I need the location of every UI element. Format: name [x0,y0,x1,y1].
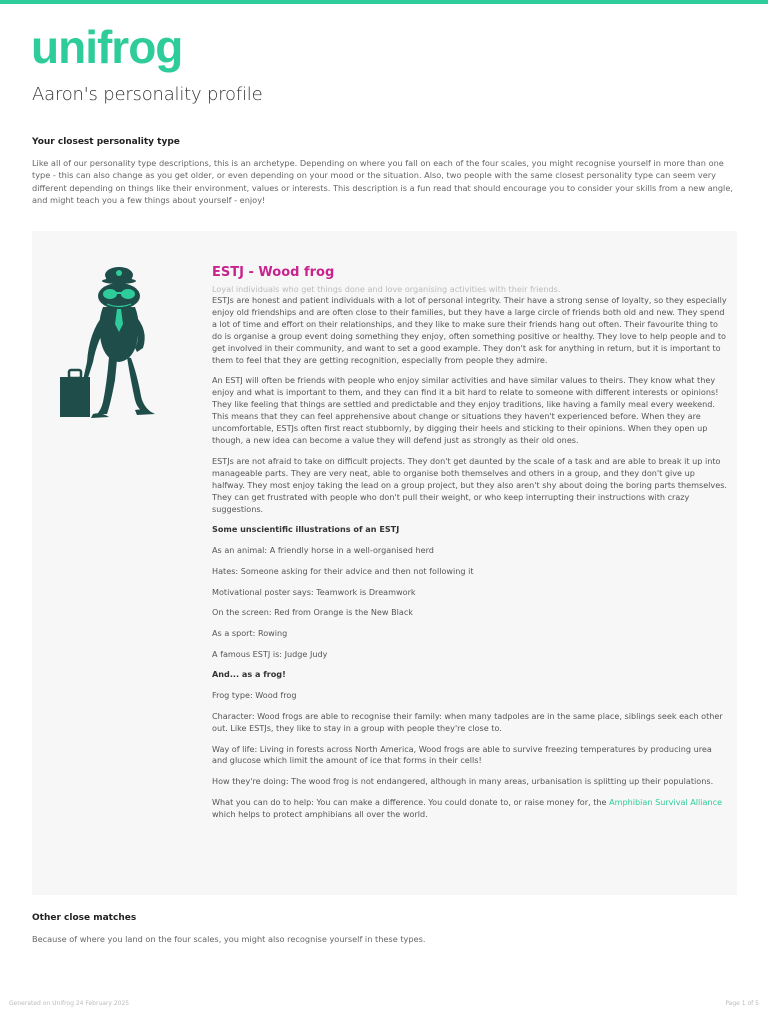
frog-heading: And... as a frog! [212,669,286,680]
footer-generated: Generated on Unifrog 24 February 2025 [9,1000,130,1007]
unifrog-logo[interactable]: unifrog [31,21,183,73]
help-prefix: What you can do to help: You can make a difference. You could donate to, or raise money for, the [212,797,610,808]
type-paragraph: ESTJs are honest and patient individuals with a lot of personal integrity. Their have a strong sense of loyalty, so they especially enjoy old friendships and are often close to their families, but they have a large circle of friends both old and new. They spend a lot of time and effort on their relationships, and they like to make sure their friends hang out often. Their favourite thing to do is organise a group event doing something they enjoy, often something positive or healthy. They love to help people and to get involved in their community, and want to set a good example. They don't ask for anything in return, but it is important to them to feel that they are getting recognition, especially from people they admire. [212,295,727,365]
type-paragraph: An ESTJ will often be friends with people who enjoy similar activities and have similar values to theirs. They know what they enjoy and what is important to them, and they can find it a bit hard to relate to someone with different interests or opinions! They like feeling that things are settled and predictable and they enjoy traditions, like having a family meal every weekend. This means that they can feel apprehensive about change or situations they haven't experienced before. When they are uncomfortable, ESTJs often first react stubbornly, by digging their heels and sticking to their opinions. When they open up though, a new idea can become a value they will defend just as strongly as their old ones. [212,375,719,445]
illustration-item: Motivational poster says: Teamwork is Dreamwork [212,586,416,597]
illustration-item: Hates: Someone asking for their advice and then not following it [212,565,474,576]
frog-businessman-icon [57,262,157,422]
frog-fact: Character: Wood frogs are able to recognise their family: when many tadpoles are in the same place, siblings seek each other out. Like ESTJs, they like to stay in a group with people they're close to. [212,710,723,733]
illustration-item: As an animal: A friendly horse in a well-organised herd [212,545,434,556]
frog-fact: How they're doing: The wood frog is not endangered, although in many areas, urbanisation is splitting up their populations. [212,776,714,787]
illustration-item: A famous ESTJ is: Judge Judy [212,648,328,659]
footer-page-number: Page 1 of 5 [725,1000,759,1007]
frog-fact: Frog type: Wood frog [212,690,297,701]
type-paragraph: ESTJs are not afraid to take on difficult projects. They don't get daunted by the scale of a task and are able to break it up into manageable parts. They are very neat, able to organise both themselves and others in a group, and they don't give up halfway. They most enjoy taking the lead on a group project, but they also aren't shy about doing the boring parts themselves. They can get frustrated with people who don't pull their weight, or who keep interrupting their instructions with crazy suggestions. [212,455,727,514]
type-description [212,265,728,830]
type-subtitle: Loyal individuals who get things done and love organising activities with their friends. [212,284,561,294]
top-accent-bar [0,0,768,4]
illustration-item: On the screen: Red from Orange is the New Black [212,607,413,618]
closest-type-heading: Your closest personality type [32,137,180,147]
help-paragraph [212,797,728,821]
illustrations-heading: Some unscientific illustrations of an ESTJ [212,524,400,535]
type-title: ESTJ - Wood frog [212,265,335,280]
illustration-item: As a sport: Rowing [212,627,288,638]
amphibian-survival-alliance-link[interactable]: Amphibian Survival Alliance [609,797,723,808]
other-matches-text: Because of where you land on the four scales, you might also recognise yourself in these types. [32,934,426,944]
frog-fact: Way of life: Living in forests across North America, Wood frogs are able to survive freezing temperatures by producing urea and glucose which limit the amount of ice that forms in their cells! [212,743,712,766]
other-matches-heading: Other close matches [32,913,137,923]
closest-type-intro: Like all of our personality type descriptions, this is an archetype. Depending on where you fall on each of the four scales, you might recognise yourself in more than one type - this can also change as you get older, or even depending on your mood or the situation. Also, two people with the same closest personality type can seem very different depending on things like their environment, values or interests. This description is a fun read that should encourage you to consider your skills from a new angle, and might teach you a few things about yourself - enjoy! [32,158,733,205]
help-suffix: which helps to protect amphibians all over the world. [212,809,428,820]
page-title: Aaron's personality profile [32,84,263,105]
